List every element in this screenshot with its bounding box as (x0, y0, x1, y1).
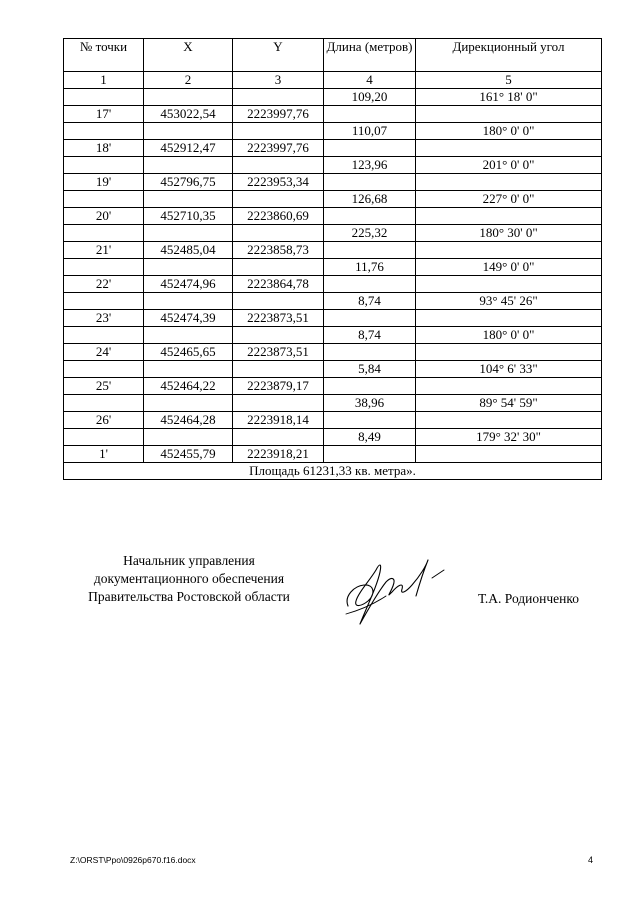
direction-angle-cell: 89° 54' 59" (416, 395, 602, 412)
x-coordinate-cell: 452796,75 (144, 174, 233, 191)
point-number-cell: 23' (64, 310, 144, 327)
x-coordinate-cell (144, 259, 233, 276)
x-coordinate-cell (144, 89, 233, 106)
table-row (64, 446, 602, 463)
direction-angle-cell (416, 344, 602, 361)
y-coordinate-cell (233, 259, 324, 276)
point-number-cell: 25' (64, 378, 144, 395)
direction-angle-cell (416, 208, 602, 225)
table-row (64, 378, 602, 395)
length-cell: 109,20 (324, 89, 416, 106)
length-cell (324, 174, 416, 191)
point-number-cell (64, 259, 144, 276)
y-coordinate-cell (233, 293, 324, 310)
length-cell (324, 242, 416, 259)
direction-angle-cell: 149° 0' 0" (416, 259, 602, 276)
table-row (64, 429, 602, 446)
x-coordinate-cell: 452485,04 (144, 242, 233, 259)
point-number-cell (64, 123, 144, 140)
handwritten-signature (340, 552, 456, 628)
header-length: Длина (метров) (324, 39, 416, 72)
point-number-cell (64, 429, 144, 446)
table-row (64, 395, 602, 412)
length-cell: 8,49 (324, 429, 416, 446)
length-cell: 11,76 (324, 259, 416, 276)
table-header-row (64, 39, 602, 72)
y-coordinate-cell: 2223953,34 (233, 174, 324, 191)
x-coordinate-cell (144, 429, 233, 446)
y-coordinate-cell (233, 191, 324, 208)
table-row (64, 225, 602, 242)
table-row (64, 140, 602, 157)
x-coordinate-cell (144, 157, 233, 174)
y-coordinate-cell (233, 89, 324, 106)
page-number: 4 (588, 855, 594, 865)
y-coordinate-cell (233, 327, 324, 344)
length-cell (324, 378, 416, 395)
direction-angle-cell (416, 276, 602, 293)
signatory-title (64, 552, 314, 606)
direction-angle-cell: 161° 18' 0" (416, 89, 602, 106)
length-cell: 8,74 (324, 327, 416, 344)
y-coordinate-cell (233, 429, 324, 446)
point-number-cell: 19' (64, 174, 144, 191)
x-coordinate-cell (144, 191, 233, 208)
direction-angle-cell: 104° 6' 33" (416, 361, 602, 378)
point-number-cell: 24' (64, 344, 144, 361)
direction-angle-cell (416, 174, 602, 191)
length-cell: 8,74 (324, 293, 416, 310)
length-cell: 126,68 (324, 191, 416, 208)
signature-block (0, 552, 640, 642)
direction-angle-cell: 180° 0' 0" (416, 123, 602, 140)
point-number-cell (64, 225, 144, 242)
table-row (64, 327, 602, 344)
y-coordinate-cell: 2223860,69 (233, 208, 324, 225)
length-cell: 123,96 (324, 157, 416, 174)
direction-angle-cell (416, 242, 602, 259)
x-coordinate-cell (144, 395, 233, 412)
table-row (64, 361, 602, 378)
x-coordinate-cell (144, 327, 233, 344)
direction-angle-cell (416, 140, 602, 157)
direction-angle-cell: 227° 0' 0" (416, 191, 602, 208)
length-cell: 5,84 (324, 361, 416, 378)
x-coordinate-cell: 452474,96 (144, 276, 233, 293)
column-number: 2 (144, 72, 233, 89)
length-cell (324, 412, 416, 429)
point-number-cell: 22' (64, 276, 144, 293)
table-column-numbers-row (64, 72, 602, 89)
y-coordinate-cell: 2223918,21 (233, 446, 324, 463)
table-row (64, 123, 602, 140)
header-direction-angle: Дирекционный угол (416, 39, 602, 72)
x-coordinate-cell: 452465,65 (144, 344, 233, 361)
y-coordinate-cell (233, 157, 324, 174)
y-coordinate-cell (233, 395, 324, 412)
length-cell (324, 446, 416, 463)
point-number-cell (64, 361, 144, 378)
y-coordinate-cell: 2223918,14 (233, 412, 324, 429)
length-cell: 110,07 (324, 123, 416, 140)
y-coordinate-cell: 2223864,78 (233, 276, 324, 293)
direction-angle-cell: 93° 45' 26" (416, 293, 602, 310)
length-cell (324, 344, 416, 361)
table-row (64, 191, 602, 208)
point-number-cell (64, 157, 144, 174)
point-number-cell (64, 327, 144, 344)
x-coordinate-cell: 452912,47 (144, 140, 233, 157)
length-cell (324, 106, 416, 123)
table-row (64, 106, 602, 123)
y-coordinate-cell: 2223873,51 (233, 310, 324, 327)
column-number: 4 (324, 72, 416, 89)
y-coordinate-cell: 2223997,76 (233, 140, 324, 157)
length-cell: 38,96 (324, 395, 416, 412)
signatory-title-line: Начальник управления (123, 553, 255, 568)
point-number-cell (64, 191, 144, 208)
header-x: X (144, 39, 233, 72)
y-coordinate-cell (233, 123, 324, 140)
direction-angle-cell (416, 310, 602, 327)
x-coordinate-cell: 452474,39 (144, 310, 233, 327)
footer-file-path: Z:\ORST\Ppo\0926p670.f16.docx (70, 855, 196, 865)
point-number-cell (64, 293, 144, 310)
y-coordinate-cell (233, 225, 324, 242)
direction-angle-cell: 180° 30' 0" (416, 225, 602, 242)
table-row (64, 276, 602, 293)
x-coordinate-cell (144, 225, 233, 242)
point-number-cell (64, 395, 144, 412)
y-coordinate-cell: 2223873,51 (233, 344, 324, 361)
header-point-number: № точки (64, 39, 144, 72)
table-row (64, 174, 602, 191)
direction-angle-cell (416, 412, 602, 429)
direction-angle-cell: 180° 0' 0" (416, 327, 602, 344)
point-number-cell: 17' (64, 106, 144, 123)
y-coordinate-cell (233, 361, 324, 378)
y-coordinate-cell: 2223858,73 (233, 242, 324, 259)
direction-angle-cell (416, 378, 602, 395)
length-cell (324, 276, 416, 293)
table-row (64, 208, 602, 225)
x-coordinate-cell: 452710,35 (144, 208, 233, 225)
column-number: 1 (64, 72, 144, 89)
header-y: Y (233, 39, 324, 72)
table-row (64, 412, 602, 429)
point-number-cell (64, 89, 144, 106)
length-cell: 225,32 (324, 225, 416, 242)
table-row (64, 242, 602, 259)
column-number: 3 (233, 72, 324, 89)
y-coordinate-cell: 2223997,76 (233, 106, 324, 123)
signatory-title-line: Правительства Ростовской области (88, 589, 290, 604)
point-number-cell: 1' (64, 446, 144, 463)
x-coordinate-cell: 452455,79 (144, 446, 233, 463)
point-number-cell: 26' (64, 412, 144, 429)
direction-angle-cell (416, 106, 602, 123)
table-row (64, 259, 602, 276)
column-number: 5 (416, 72, 602, 89)
table-row (64, 89, 602, 106)
direction-angle-cell: 201° 0' 0" (416, 157, 602, 174)
point-number-cell: 18' (64, 140, 144, 157)
x-coordinate-cell (144, 293, 233, 310)
x-coordinate-cell (144, 123, 233, 140)
point-number-cell: 20' (64, 208, 144, 225)
x-coordinate-cell (144, 361, 233, 378)
length-cell (324, 310, 416, 327)
direction-angle-cell: 179° 32' 30" (416, 429, 602, 446)
table-row (64, 157, 602, 174)
x-coordinate-cell: 452464,28 (144, 412, 233, 429)
coordinates-table (63, 38, 602, 480)
table-row (64, 293, 602, 310)
table-row (64, 310, 602, 327)
y-coordinate-cell: 2223879,17 (233, 378, 324, 395)
length-cell (324, 208, 416, 225)
area-note: Площадь 61231,33 кв. метра». (64, 463, 602, 480)
direction-angle-cell (416, 446, 602, 463)
signatory-title-line: документационного обеспечения (93, 571, 285, 586)
signatory-name: Т.А. Родионченко (478, 591, 579, 606)
x-coordinate-cell: 453022,54 (144, 106, 233, 123)
length-cell (324, 140, 416, 157)
table-row (64, 344, 602, 361)
table-area-row (64, 463, 602, 480)
point-number-cell: 21' (64, 242, 144, 259)
x-coordinate-cell: 452464,22 (144, 378, 233, 395)
